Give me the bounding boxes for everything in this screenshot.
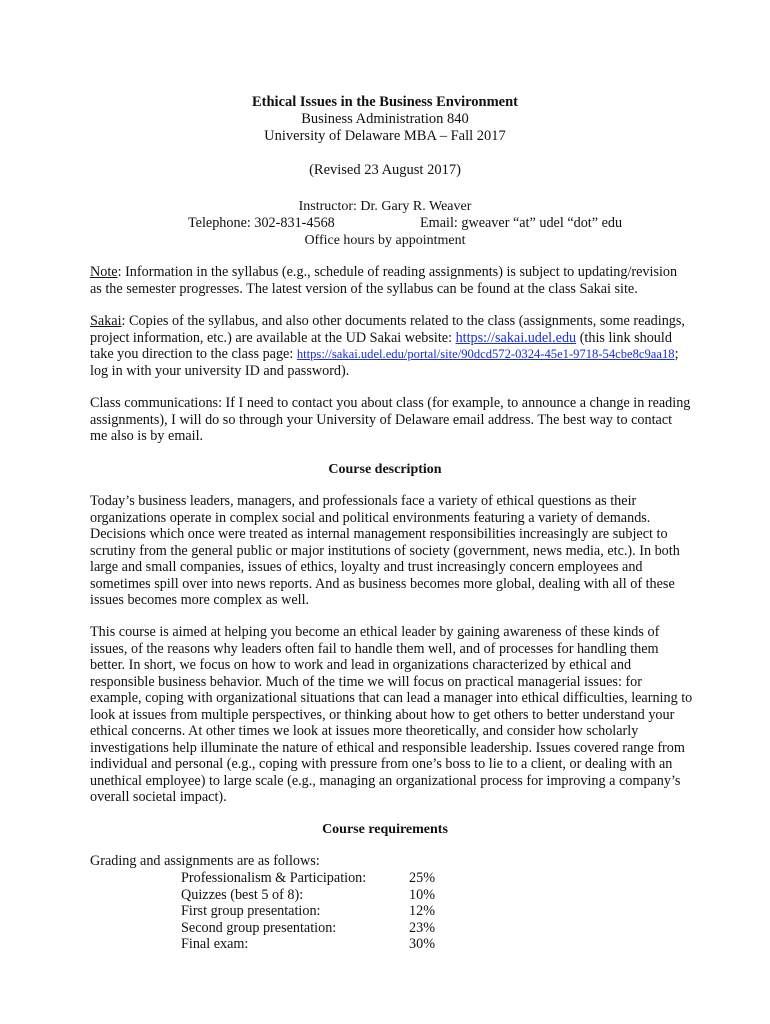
grade-row [181, 920, 481, 937]
grade-value: 30% [409, 936, 436, 952]
description-line: Decisions which once were treated as internal management responsibilities increasingly are subject to [90, 526, 668, 542]
office-hours-line: Office hours by appointment [304, 233, 466, 248]
sakai-label: Sakai [90, 313, 122, 329]
sakai-text-2: project information, etc.) are available at the UD Sakai website: [90, 329, 456, 346]
course-description-heading: Course description [328, 462, 442, 477]
description-line: organizations operate in complex social and political environments featuring a variety of demands. [90, 509, 651, 526]
email-line: Email: gweaver “at” udel “dot” edu [420, 215, 623, 231]
note-text-1: : Information in the syllabus (e.g., schedule of reading assignments) is subject to updating/revision [117, 264, 678, 280]
sakai-text-1: : Copies of the syllabus, and also other documents related to the class (assignments, some readings, [121, 313, 685, 329]
description-line: investigations help illuminate the nature of ethical and responsible leadership. Issues covered range from [90, 739, 685, 756]
description-line: look at issues from multiple perspectives, or thinking about how to get others to better understand your [90, 706, 675, 723]
sakai-text-4: log in with your university ID and password). [90, 362, 350, 379]
class-page-link[interactable]: https://sakai.udel.edu/portal/site/90dcd572-0324-45e1-9718-54cbe8c9aa18 [296, 347, 675, 361]
sakai-site-link[interactable]: https://sakai.udel.edu [455, 329, 577, 346]
grade-value: 10% [409, 886, 436, 903]
communications-text-1: Class communications: If I need to contact you about class (for example, to announce a change in reading [90, 395, 691, 411]
grade-label: Professionalism & Participation: [181, 870, 367, 886]
grade-value: 23% [409, 919, 436, 936]
description-line: scrutiny from the general public or major institutions of society (government, news media, etc.). In both [90, 542, 680, 559]
grade-value: 12% [409, 903, 436, 919]
sakai-text-3b: ; [674, 346, 679, 362]
instructor-line: Instructor: Dr. Gary R. Weaver [298, 199, 472, 214]
course-term: University of Delaware MBA – Fall 2017 [264, 128, 506, 144]
communications-text-3: me also is by email. [90, 428, 204, 444]
description-paragraph-1 [90, 493, 690, 609]
communications-text-2: assignments), I will do so through your University of Delaware email address. The best way to contact [90, 411, 673, 428]
note-text-2: as the semester progresses. The latest version of the syllabus can be found at the class Sakai site. [90, 280, 638, 297]
communications-paragraph [90, 395, 690, 445]
grade-label: Final exam: [181, 936, 249, 952]
grade-row [181, 936, 481, 953]
revision-date: (Revised 23 August 2017) [309, 162, 461, 178]
grade-label: First group presentation: [181, 903, 321, 919]
description-line: responsible business behavior. Much of the time we will focus on practical managerial issues: for [90, 673, 642, 690]
grading-intro: Grading and assignments are as follows: [90, 853, 320, 869]
course-requirements-heading: Course requirements [322, 822, 448, 837]
note-paragraph [90, 264, 690, 297]
description-line: overall societal impact). [90, 789, 227, 805]
description-line: example, coping with organizational situations that can lead a manager into ethical difficulties, learning to [90, 690, 693, 706]
description-line: issues, of the reasons why leaders often fail to handle them well, and of processes for handling them [90, 640, 659, 657]
description-line: large and small companies, issues of ethics, loyalty and trust increasingly concern employees and [90, 559, 643, 575]
course-number: Business Administration 840 [301, 111, 469, 127]
description-line: sometimes spill over into news reports. And as business becomes more global, dealing with all of these [90, 575, 675, 592]
description-line: Today’s business leaders, managers, and professionals face a variety of ethical questions as their [90, 493, 637, 509]
grade-row [181, 903, 481, 920]
note-label: Note [90, 264, 118, 280]
description-line: ethical concerns. At other times we look at issues more theoretically, and consider how scholarly [90, 723, 639, 739]
grading-table [181, 870, 481, 953]
sakai-paragraph [90, 313, 690, 379]
description-line: unethical employee) to large scale (e.g., managing an organizational process for improving a company’s [90, 772, 681, 789]
description-line: better. In short, we focus on how to work and lead in organizations characterized by ethical and [90, 657, 632, 673]
description-line: individual and personal (e.g., coping with pressure from one’s boss to lie to a client, or dealing with an [90, 756, 673, 772]
grade-row [181, 870, 481, 887]
description-line: issues becomes more complex as well. [90, 592, 310, 608]
description-line: This course is aimed at helping you become an ethical leader by gaining awareness of these kinds of [90, 624, 660, 640]
grade-value: 25% [409, 870, 436, 886]
document-title: Ethical Issues in the Business Environment [251, 94, 519, 110]
telephone-line: Telephone: 302-831-4568 [188, 215, 335, 231]
description-paragraph-2 [90, 624, 693, 806]
sakai-text-2b: (this link should [576, 329, 672, 346]
grade-label: Second group presentation: [181, 919, 337, 936]
sakai-text-3: take you direction to the class page: [90, 346, 297, 362]
grade-label: Quizzes (best 5 of 8): [181, 886, 304, 903]
grade-row [181, 887, 481, 904]
